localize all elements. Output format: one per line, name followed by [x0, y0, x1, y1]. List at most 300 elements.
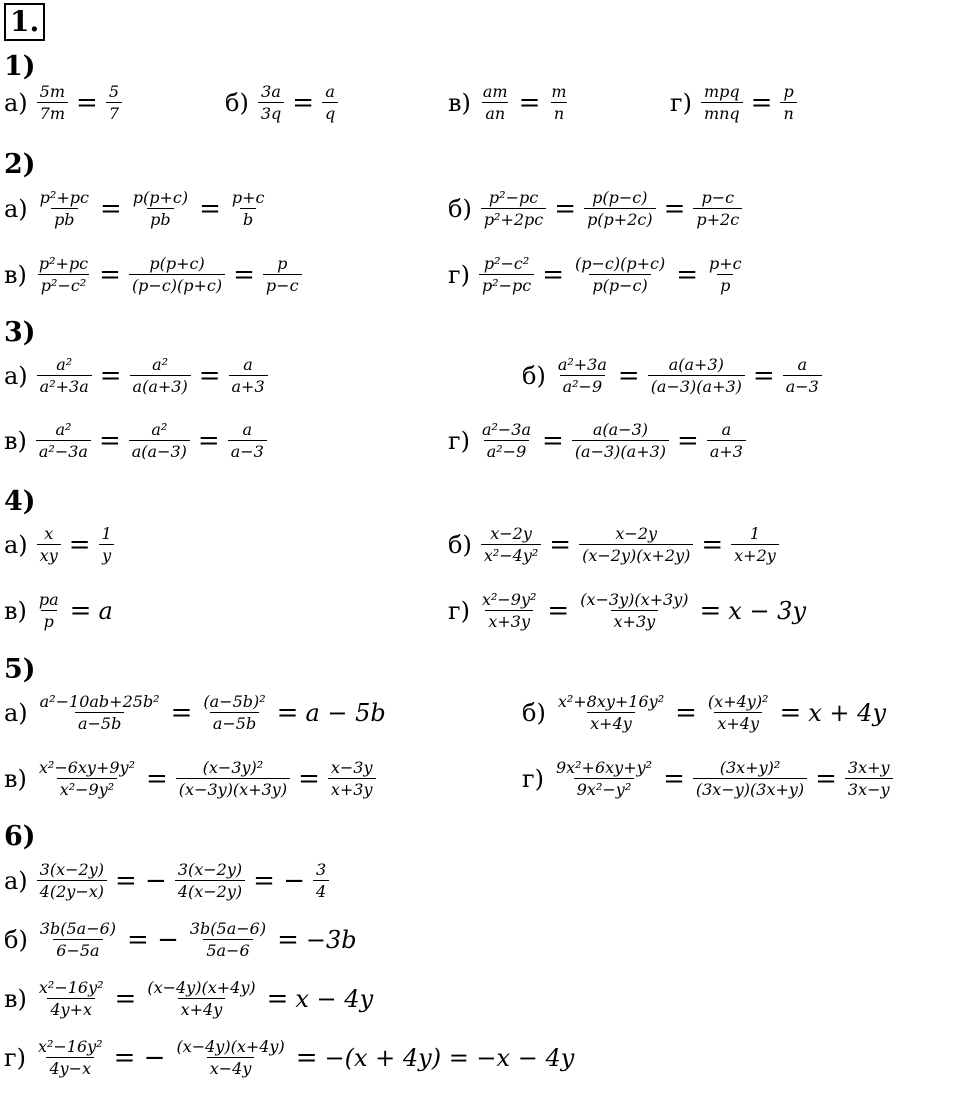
- fraction: [579, 524, 693, 565]
- denominator: p²−pc: [479, 274, 534, 295]
- expression: [477, 82, 573, 123]
- item-label: в): [4, 764, 27, 793]
- fraction: [845, 758, 893, 799]
- section-label-4: 4): [4, 486, 36, 517]
- fraction: [37, 919, 119, 960]
- denominator: 4: [313, 880, 329, 901]
- exercise-5-v: [4, 758, 379, 799]
- denominator: a²−9: [560, 375, 606, 396]
- fraction: [175, 860, 245, 901]
- equals-sign: =: [276, 697, 299, 728]
- equals-sign: =: [292, 87, 315, 118]
- fraction: [553, 758, 655, 799]
- expression: [33, 590, 115, 631]
- numerator: x²−6xy+9y²: [38, 758, 135, 777]
- denominator: x+3y: [611, 610, 659, 631]
- equals-sign: =: [277, 924, 299, 955]
- fraction: [263, 254, 302, 295]
- denominator: (x−3y)(x+3y): [176, 778, 290, 799]
- numerator: p: [277, 254, 288, 273]
- numerator: a: [243, 355, 253, 374]
- equals-sign: =: [98, 425, 121, 456]
- denominator: a−3: [783, 375, 822, 396]
- task-number: 1.: [4, 3, 45, 41]
- item-label: г): [448, 596, 470, 625]
- denominator: 4(x−2y): [175, 880, 245, 901]
- denominator: (a−3)(a+3): [648, 375, 745, 396]
- expression: [255, 82, 341, 123]
- section-label-5: 5): [4, 654, 36, 685]
- numerator: 3(x−2y): [39, 860, 104, 879]
- fraction: [99, 524, 115, 565]
- denominator: pb: [147, 208, 173, 229]
- expression: [698, 82, 800, 123]
- equals-sign: =: [752, 360, 775, 391]
- exercise-3-v: [4, 420, 270, 461]
- item-label: б): [4, 925, 28, 954]
- denominator: p: [717, 274, 733, 295]
- denominator: 6−5a: [53, 939, 102, 960]
- numerator: pa: [38, 590, 59, 609]
- exercise-5-a: [4, 692, 388, 733]
- fraction: [572, 420, 669, 461]
- section-label-3: 3): [4, 317, 36, 348]
- equals-sign: =: [542, 259, 564, 290]
- exercise-1-g: [670, 82, 800, 123]
- numerator: p+c: [231, 188, 265, 207]
- item-label: а): [4, 698, 28, 727]
- denominator: a−5b: [210, 712, 259, 733]
- fraction: [572, 254, 668, 295]
- equals-sign: =: [197, 425, 220, 456]
- exercise-4-b: [448, 524, 782, 565]
- fraction: [481, 188, 546, 229]
- fraction: [176, 758, 290, 799]
- expression: [476, 590, 808, 631]
- item-label: в): [4, 426, 27, 455]
- numerator: a²: [56, 355, 73, 374]
- denominator: 4(2y−x): [37, 880, 107, 901]
- denominator: (p−c)(p+c): [129, 274, 225, 295]
- exercise-2-b: [448, 188, 745, 229]
- exercise-2-a: [4, 188, 270, 229]
- item-label: в): [448, 88, 471, 117]
- numerator: x−2y: [615, 524, 658, 543]
- item-label: а): [4, 866, 28, 895]
- fraction: [36, 254, 91, 295]
- denominator: x+2y: [731, 544, 779, 565]
- equals-sign: =: [99, 193, 122, 224]
- equals-sign: = −: [113, 1042, 166, 1073]
- expression: [32, 1037, 576, 1078]
- equals-sign: =: [298, 763, 320, 794]
- exercise-2-v: [4, 254, 305, 295]
- numerator: 3(x−2y): [177, 860, 243, 879]
- numerator: 5: [108, 82, 120, 101]
- fraction: [37, 82, 68, 123]
- expression: [33, 978, 375, 1019]
- denominator: p+2c: [693, 208, 742, 229]
- equals-sign: = −: [127, 924, 179, 955]
- denominator: q: [322, 102, 338, 123]
- fraction: [35, 1037, 106, 1078]
- numerator: 3: [315, 860, 327, 879]
- numerator: a(a+3): [668, 355, 724, 374]
- numerator: 3x+y: [847, 758, 890, 777]
- fraction: [36, 978, 107, 1019]
- item-label: г): [448, 426, 470, 455]
- result-term: −(x + 4y) = −x − 4y: [324, 1043, 575, 1072]
- result-term: −3b: [305, 925, 357, 954]
- exercise-4-g: [448, 590, 808, 631]
- item-label: б): [225, 88, 249, 117]
- result-term: x − 3y: [728, 596, 807, 625]
- fraction: [36, 758, 138, 799]
- equals-sign: =: [518, 87, 541, 118]
- denominator: 3q: [258, 102, 284, 123]
- numerator: x²−16y²: [38, 978, 104, 997]
- numerator: 9x²+6xy+y²: [555, 758, 653, 777]
- numerator: a²+3a: [557, 355, 607, 374]
- denominator: p²−c²: [38, 274, 89, 295]
- equals-sign: =: [266, 983, 289, 1014]
- fraction: [144, 978, 258, 1019]
- equals-sign: =: [815, 763, 837, 794]
- equals-sign: =: [199, 193, 221, 224]
- expression: [34, 355, 271, 396]
- denominator: (a−3)(a+3): [572, 440, 669, 461]
- equals-sign: =: [663, 193, 686, 224]
- fraction: [130, 188, 191, 229]
- denominator: a²−9: [484, 440, 530, 461]
- equals-sign: =: [663, 763, 685, 794]
- numerator: x²−16y²: [37, 1037, 103, 1056]
- exercise-1-a: [4, 82, 125, 123]
- denominator: (x−2y)(x+2y): [579, 544, 693, 565]
- denominator: x+4y: [178, 998, 226, 1019]
- numerator: a: [797, 355, 808, 374]
- fraction: [37, 524, 61, 565]
- fraction: [313, 860, 329, 901]
- exercise-5-b: [522, 692, 888, 733]
- fraction: [322, 82, 338, 123]
- denominator: mnq: [701, 102, 743, 123]
- exercise-3-b: [522, 355, 825, 396]
- numerator: a: [325, 82, 335, 101]
- item-label: в): [4, 260, 27, 289]
- fraction: [481, 524, 541, 565]
- exercise-1-v: [448, 82, 573, 123]
- item-label: г): [4, 1043, 26, 1072]
- fraction: [577, 590, 691, 631]
- exercise-4-a: [4, 524, 118, 565]
- fraction: [701, 82, 743, 123]
- numerator: a²−3a: [481, 420, 532, 439]
- denominator: p(p+2c): [584, 208, 656, 229]
- item-label: г): [522, 764, 544, 793]
- equals-sign: =: [146, 763, 168, 794]
- numerator: p²−pc: [488, 188, 539, 207]
- fraction: [37, 355, 92, 396]
- expression: [478, 524, 782, 565]
- expression: [476, 420, 749, 461]
- item-label: б): [522, 361, 546, 390]
- numerator: p²+pc: [38, 254, 89, 273]
- numerator: (3x+y)²: [719, 758, 781, 777]
- denominator: p²+2pc: [481, 208, 546, 229]
- numerator: p−c: [701, 188, 735, 207]
- denominator: x+4y: [587, 712, 635, 733]
- denominator: y: [99, 544, 114, 565]
- numerator: p: [783, 82, 794, 101]
- numerator: a²−10ab+25b²: [39, 692, 160, 711]
- equals-sign: =: [750, 87, 773, 118]
- denominator: (3x−y)(3x+y): [693, 778, 807, 799]
- numerator: 1: [101, 524, 112, 543]
- equals-sign: =: [233, 259, 255, 290]
- numerator: 3b(5a−6): [39, 919, 117, 938]
- expression: [34, 860, 333, 901]
- result-term: x − 4y: [295, 984, 374, 1013]
- denominator: p(p−c): [589, 274, 650, 295]
- fraction: [229, 355, 268, 396]
- denominator: n: [551, 102, 567, 123]
- fraction: [328, 758, 376, 799]
- item-label: а): [4, 361, 28, 390]
- expression: [34, 524, 118, 565]
- numerator: a: [721, 420, 732, 439]
- fraction: [555, 355, 610, 396]
- equals-sign: =: [699, 595, 722, 626]
- numerator: a: [242, 420, 253, 439]
- denominator: 5a−6: [203, 939, 252, 960]
- numerator: (x−3y)²: [202, 758, 264, 777]
- expression: [34, 692, 388, 733]
- expression: [552, 692, 888, 733]
- expression: [34, 188, 271, 229]
- denominator: n: [780, 102, 796, 123]
- fraction: [106, 82, 122, 123]
- section-label-2: 2): [4, 149, 36, 180]
- denominator: b: [240, 208, 256, 229]
- denominator: x+3y: [328, 778, 376, 799]
- equals-sign: =: [779, 697, 802, 728]
- denominator: a−3: [228, 440, 267, 461]
- denominator: x²−4y²: [481, 544, 541, 565]
- numerator: am: [482, 82, 508, 101]
- fraction: [258, 82, 284, 123]
- numerator: x−2y: [490, 524, 532, 543]
- equals-sign: =: [99, 360, 122, 391]
- item-label: а): [4, 530, 28, 559]
- equals-sign: =: [68, 529, 91, 560]
- exercise-3-a: [4, 355, 271, 396]
- numerator: m: [551, 82, 567, 101]
- expression: [476, 254, 748, 295]
- denominator: a²+3a: [37, 375, 92, 396]
- numerator: x²+8xy+16y²: [557, 692, 665, 711]
- equals-sign: =: [295, 1042, 318, 1073]
- equals-sign: = −: [253, 865, 305, 896]
- numerator: x−3y: [330, 758, 373, 777]
- fraction: [705, 692, 772, 733]
- item-label: б): [522, 698, 546, 727]
- fraction: [129, 254, 225, 295]
- expression: [34, 82, 125, 123]
- fraction: [548, 82, 569, 123]
- denominator: x−4y: [207, 1057, 255, 1078]
- fraction: [584, 188, 656, 229]
- fraction: [37, 860, 107, 901]
- item-label: а): [4, 88, 28, 117]
- exercise-4-v: [4, 590, 115, 631]
- fraction: [780, 82, 796, 123]
- fraction: [229, 188, 268, 229]
- numerator: (a−5b)²: [203, 692, 266, 711]
- numerator: p²−c²: [483, 254, 530, 273]
- numerator: a(a−3): [592, 420, 648, 439]
- denominator: an: [482, 102, 508, 123]
- item-label: в): [4, 596, 27, 625]
- section-label-6: 6): [4, 821, 36, 852]
- numerator: (p−c)(p+c): [575, 254, 666, 273]
- equals-sign: =: [198, 360, 221, 391]
- equals-sign: =: [701, 529, 724, 560]
- numerator: a²: [152, 355, 169, 374]
- equals-sign: =: [69, 595, 92, 626]
- equals-sign: =: [549, 529, 572, 560]
- expression: [478, 188, 745, 229]
- fraction: [706, 254, 745, 295]
- numerator: (x+4y)²: [707, 692, 769, 711]
- denominator: p−c: [263, 274, 302, 295]
- numerator: p(p−c): [592, 188, 648, 207]
- exercise-5-g: [522, 758, 896, 799]
- denominator: a−5b: [75, 712, 124, 733]
- fraction: [648, 355, 745, 396]
- numerator: p+c: [708, 254, 742, 273]
- numerator: a²: [151, 420, 168, 439]
- item-label: г): [448, 260, 470, 289]
- numerator: x: [44, 524, 54, 543]
- denominator: 9x²−y²: [574, 778, 634, 799]
- expression: [33, 420, 270, 461]
- equals-sign: =: [547, 595, 570, 626]
- denominator: xy: [37, 544, 61, 565]
- fraction: [480, 82, 511, 123]
- item-label: а): [4, 194, 28, 223]
- result-term: a: [98, 596, 113, 625]
- fraction: [200, 692, 268, 733]
- expression: [34, 919, 359, 960]
- denominator: a²−3a: [36, 440, 91, 461]
- numerator: a²: [55, 420, 72, 439]
- numerator: 5m: [39, 82, 66, 101]
- numerator: p(p+c): [149, 254, 205, 273]
- numerator: mpq: [703, 82, 740, 101]
- item-label: в): [4, 984, 27, 1013]
- exercise-1-b: [225, 82, 341, 123]
- denominator: pb: [51, 208, 77, 229]
- expression: [33, 758, 379, 799]
- fraction: [228, 420, 267, 461]
- equals-sign: =: [617, 360, 640, 391]
- fraction: [173, 1037, 287, 1078]
- fraction: [693, 188, 742, 229]
- expression: [550, 758, 896, 799]
- fraction: [36, 590, 62, 631]
- result-term: x + 4y: [808, 698, 886, 727]
- numerator: p²+pc: [39, 188, 89, 207]
- numerator: p(p+c): [132, 188, 189, 207]
- item-label: б): [448, 194, 472, 223]
- equals-sign: =: [676, 259, 698, 290]
- numerator: 1: [749, 524, 761, 543]
- exercise-6-a: [4, 860, 332, 901]
- numerator: (x−3y)(x+3y): [580, 590, 689, 609]
- numerator: 3b(5a−6): [189, 919, 267, 938]
- denominator: a+3: [707, 440, 746, 461]
- denominator: a(a+3): [130, 375, 191, 396]
- denominator: x+3y: [485, 610, 533, 631]
- fraction: [36, 420, 91, 461]
- exercise-3-g: [448, 420, 749, 461]
- item-label: г): [670, 88, 692, 117]
- equals-sign: =: [114, 983, 137, 1014]
- item-label: б): [448, 530, 472, 559]
- fraction: [783, 355, 822, 396]
- denominator: 7m: [37, 102, 68, 123]
- equals-sign: = −: [114, 865, 167, 896]
- fraction: [693, 758, 807, 799]
- expression: [33, 254, 305, 295]
- denominator: x²−9y²: [57, 778, 117, 799]
- denominator: a+3: [229, 375, 268, 396]
- equals-sign: =: [675, 697, 697, 728]
- equals-sign: =: [170, 697, 193, 728]
- equals-sign: =: [542, 425, 564, 456]
- equals-sign: =: [76, 87, 98, 118]
- denominator: 7: [106, 102, 122, 123]
- equals-sign: =: [99, 259, 121, 290]
- denominator: 4y−x: [46, 1057, 94, 1078]
- denominator: 3x−y: [845, 778, 893, 799]
- fraction: [129, 420, 190, 461]
- expression: [552, 355, 825, 396]
- denominator: p: [41, 610, 57, 631]
- numerator: (x−4y)(x+4y): [176, 1037, 285, 1056]
- fraction: [37, 692, 163, 733]
- fraction: [707, 420, 746, 461]
- numerator: 3a: [261, 82, 281, 101]
- exercise-6-v: [4, 978, 375, 1019]
- denominator: 4y+x: [47, 998, 95, 1019]
- fraction: [479, 420, 534, 461]
- fraction: [37, 188, 92, 229]
- result-term: a − 5b: [305, 698, 386, 727]
- denominator: a(a−3): [129, 440, 190, 461]
- exercise-6-g: [4, 1037, 576, 1078]
- numerator: (x−4y)(x+4y): [147, 978, 256, 997]
- equals-sign: =: [677, 425, 699, 456]
- fraction: [731, 524, 779, 565]
- fraction: [479, 254, 534, 295]
- exercise-6-b: [4, 919, 359, 960]
- fraction: [555, 692, 667, 733]
- fraction: [479, 590, 539, 631]
- denominator: x+4y: [714, 712, 762, 733]
- fraction: [130, 355, 191, 396]
